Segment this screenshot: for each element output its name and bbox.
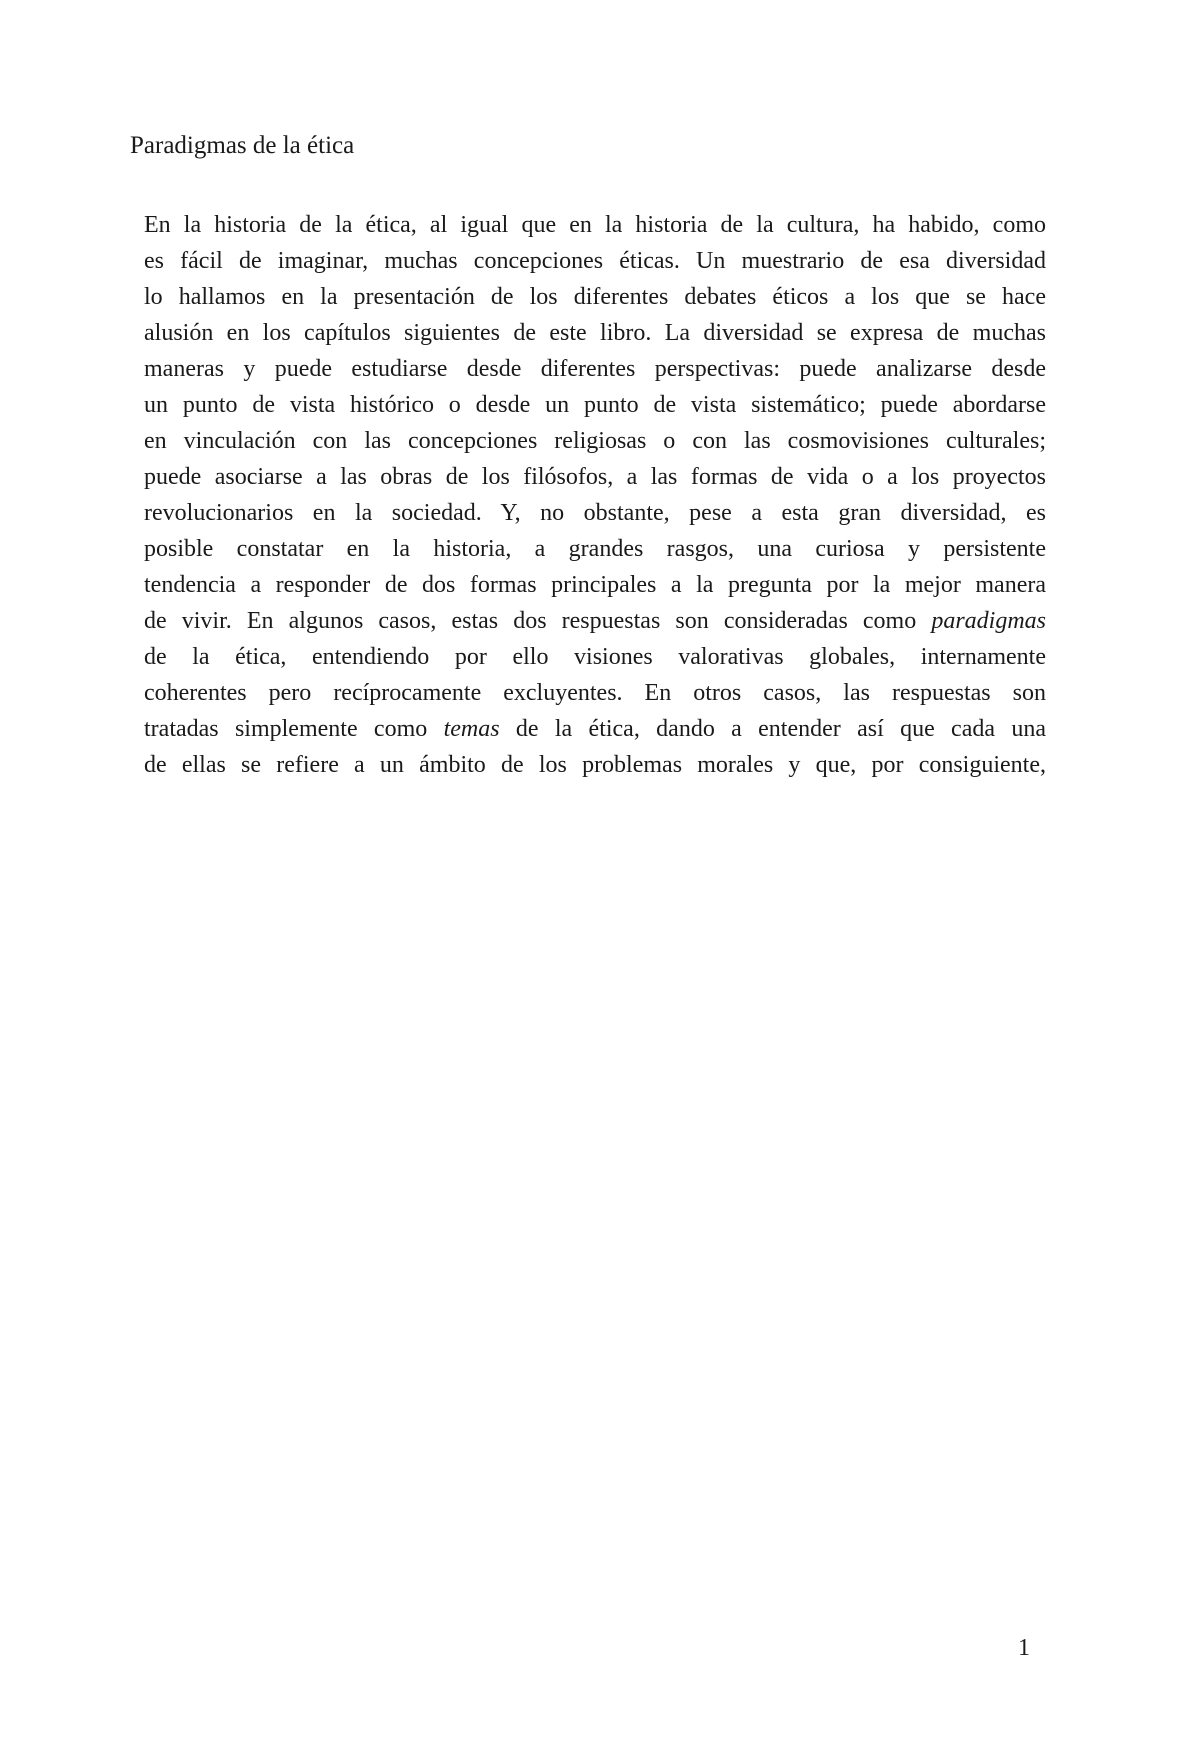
paragraph-line: En la historia de la ética, al igual que en la historia de la cultura, ha habido, como xyxy=(144,212,1046,238)
paragraph-line: lo hallamos en la presentación de los diferentes debates éticos a los que se hace xyxy=(144,284,1046,310)
section-title: Paradigmas de la ética xyxy=(130,132,355,159)
paragraph-line: es fácil de imaginar, muchas concepciones éticas. Un muestrario de esa diversidad xyxy=(144,248,1046,274)
paragraph-line: coherentes pero recíprocamente excluyentes. En otros casos, las respuestas son xyxy=(144,680,1046,706)
paragraph-line: de la ética, entendiendo por ello visiones valorativas globales, internamente xyxy=(144,644,1046,670)
paragraph-line: de vivir. En algunos casos, estas dos respuestas son consideradas como paradigmas xyxy=(144,608,1046,634)
paragraph-line: de ellas se refiere a un ámbito de los problemas morales y que, por consiguiente, xyxy=(144,752,1046,778)
paragraph-line: en vinculación con las concepciones religiosas o con las cosmovisiones culturales; xyxy=(144,428,1046,454)
paragraph-line: alusión en los capítulos siguientes de este libro. La diversidad se expresa de muchas xyxy=(144,320,1046,346)
paragraph-line: maneras y puede estudiarse desde diferentes perspectivas: puede analizarse desde xyxy=(144,356,1046,382)
paragraph-line: posible constatar en la historia, a grandes rasgos, una curiosa y persistente xyxy=(144,536,1046,562)
paragraph-line: revolucionarios en la sociedad. Y, no obstante, pese a esta gran diversidad, es xyxy=(144,500,1046,526)
paragraph-line: tendencia a responder de dos formas principales a la pregunta por la mejor manera xyxy=(144,572,1046,598)
italic-term: paradigmas xyxy=(931,608,1046,634)
body-paragraph xyxy=(144,207,1046,783)
paragraph-line: puede asociarse a las obras de los filósofos, a las formas de vida o a los proyectos xyxy=(144,464,1046,490)
italic-term: temas xyxy=(443,716,500,742)
paragraph-line: un punto de vista histórico o desde un punto de vista sistemático; puede abordarse xyxy=(144,392,1046,418)
page-number: 1 xyxy=(1018,1635,1030,1661)
paragraph-line: tratadas simplemente como temas de la ética, dando a entender así que cada una xyxy=(144,716,1046,742)
